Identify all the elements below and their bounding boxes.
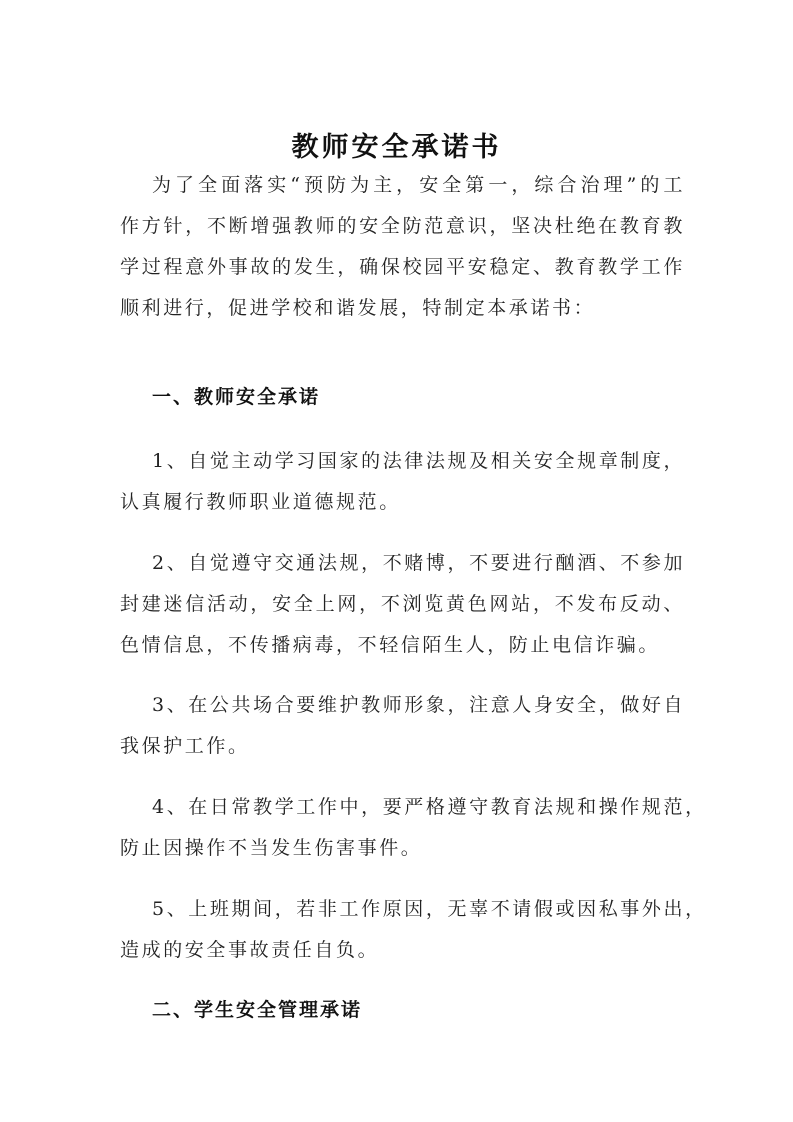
intro-line: 作方针，不断增强教师的安全防范意识，坚决杜绝在教育教 [120, 215, 685, 237]
item-line: 造成的安全事故责任自负。 [120, 939, 380, 961]
item-line: 5、上班期间，若非工作原因，无辜不请假或因私事外出， [152, 898, 707, 920]
intro-line: 学过程意外事故的发生，确保校园平安稳定、教育教学工作 [120, 256, 685, 278]
document-title: 教师安全承诺书 [291, 132, 502, 163]
item-line: 防止因操作不当发生伤害事件。 [120, 837, 423, 859]
item-line: 色情信息，不传播病毒，不轻信陌生人，防止电信诈骗。 [120, 634, 661, 656]
item-line: 2、自觉遵守交通法规，不赌博，不要进行酗酒、不参加 [152, 552, 686, 574]
intro-line: 为了全面落实“预防为主，安全第一，综合治理”的工 [152, 174, 685, 196]
item-line: 1、自觉主动学习国家的法律法规及相关安全规章制度， [152, 450, 686, 472]
item-line: 认真履行教师职业道德规范。 [120, 491, 401, 513]
item-line: 我保护工作。 [120, 735, 250, 757]
item-line: 3、在公共场合要维护教师形象，注意人身安全，做好自 [152, 694, 686, 716]
item-line: 封建迷信活动，安全上网，不浏览黄色网站，不发布反动、 [120, 593, 685, 615]
intro-line: 顺利进行，促进学校和谐发展，特制定本承诺书： [120, 297, 596, 319]
section-heading-teacher-safety: 一、教师安全承诺 [152, 386, 321, 408]
item-line: 4、在日常教学工作中，要严格遵守教育法规和操作规范， [152, 796, 707, 818]
section-heading-student-safety: 二、学生安全管理承诺 [152, 999, 363, 1021]
